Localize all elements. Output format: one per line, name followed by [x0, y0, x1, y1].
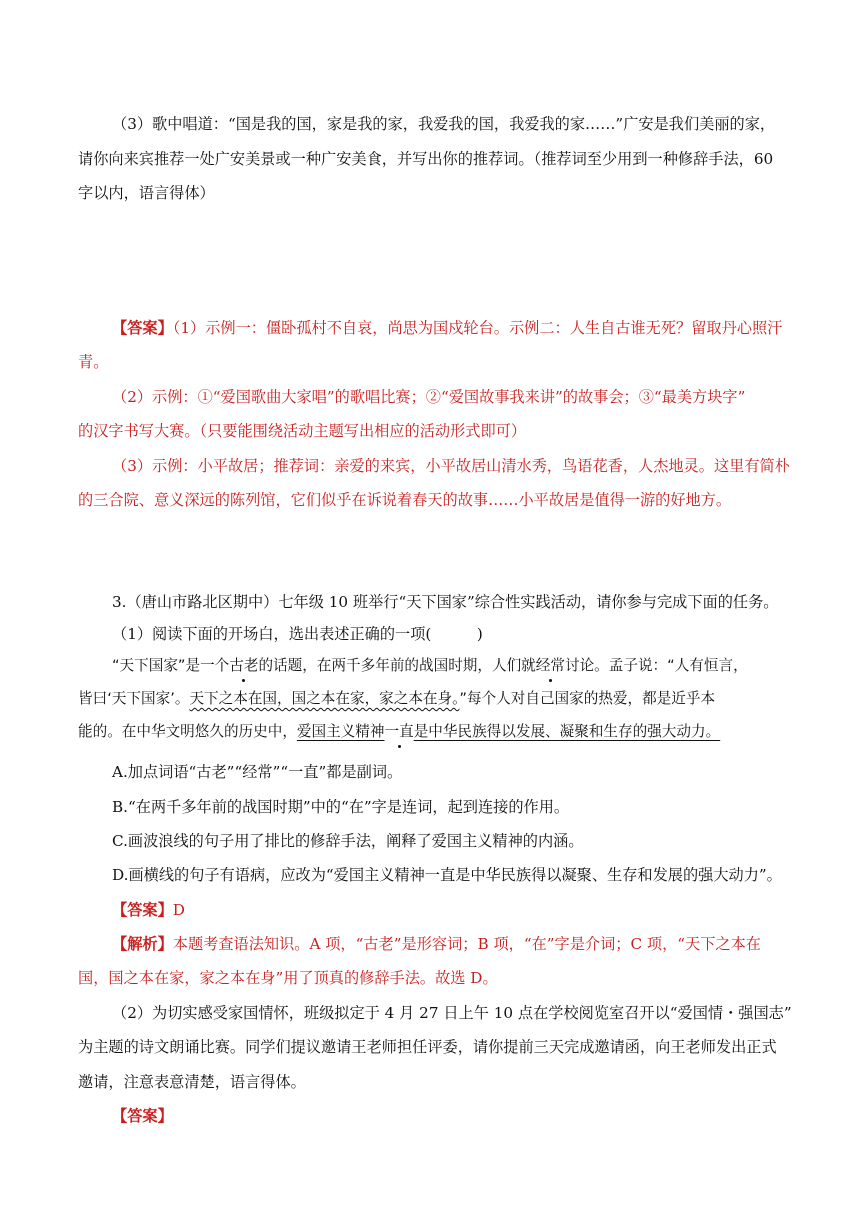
explanation-tag: 【解析】 — [112, 935, 173, 953]
q3-line-1: （3）歌中唱道：“国是我的国，家是我的家，我爱我的国，我爱我的家……”广安是我们美丽的家， — [112, 115, 776, 133]
dotted-word-jingchang: 经常 — [535, 657, 565, 674]
q3-line-3: 字以内，语言得体） — [78, 184, 215, 202]
option-b: B.“在两千多年前的战国时期”中的“在”字是连词，起到连接的作用。 — [112, 798, 570, 816]
option-d: D.画横线的句子有语病，应改为“爱国主义精神一直是中华民族得以凝聚、生存和发展的强大动力”。 — [112, 866, 782, 884]
passage-line-3 — [78, 722, 720, 742]
explanation-text: 本题考查语法知识。A 项，“古老”是形容词；B 项，“在”字是介词；C 项，“天下之本在 — [172, 935, 761, 953]
answer-value: D — [172, 901, 185, 919]
answer-text-1: （1）示例一：僵卧孤村不自哀，尚思为国戍轮台。示例二：人生自古谁无死？留取丹心照汗 — [172, 319, 783, 337]
answer-d-line — [112, 900, 185, 920]
q3-line-2: 请你向来宾推荐一处广安美景或一种广安美食，并写出你的推荐词。（推荐词至少用到一种修辞手法，60 — [78, 150, 774, 168]
passage-text: ”每个人对自己国家的热爱，都是近乎本 — [459, 690, 716, 707]
question-3-title: 3.（唐山市路北区期中）七年级 10 班举行“天下国家”综合性实践活动，请你参与完成下面的任务。 — [112, 593, 779, 611]
passage-text: “天下国家”是一个 — [112, 657, 230, 674]
answer-line-5: （3）示例：小平故居；推荐词：亲爱的来宾，小平故居山清水秀，鸟语花香，人杰地灵。这里有简朴 — [112, 457, 790, 475]
dotted-word-yizhi: 一直 — [384, 723, 414, 740]
dotted-word-gulao: 古老 — [229, 657, 259, 674]
passage-line-1 — [112, 656, 748, 676]
explanation-line-2: 国，国之本在家，家之本在身”用了顶真的修辞手法。故选 D。 — [78, 969, 498, 987]
underlined-sentence — [297, 723, 720, 740]
question-3-sub-2-line-1: （2）为切实感受家国情怀，班级拟定于 4 月 27 日上午 10 点在学校阅览室召开以“爱国情・强国志” — [112, 1004, 792, 1022]
passage-text: 皆曰‘天下国家’。 — [78, 690, 190, 707]
answer-line-6: 的三合院、意义深远的陈列馆，它们似乎在诉说着春天的故事……小平故居是值得一游的好地方。 — [78, 491, 732, 509]
answer-2-tag: 【答案】 — [112, 1107, 173, 1125]
answer-line-1 — [112, 318, 782, 338]
question-3-sub-2-line-2: 为主题的诗文朗诵比赛。同学们提议邀请王老师担任评委，请你提前三天完成邀请函，向王老师发出正式 — [78, 1038, 777, 1056]
underlined-text: 是中华民族得以发展、凝聚和生存的强大动力。 — [413, 723, 721, 740]
option-c: C.画波浪线的句子用了排比的修辞手法，阐释了爱国主义精神的内涵。 — [112, 832, 584, 850]
answer-line-4: 的汉字书写大赛。（只要能围绕活动主题写出相应的活动形式即可） — [78, 422, 527, 440]
answer-tag: 【答案】 — [112, 319, 173, 337]
answer-line-2: 青。 — [78, 353, 109, 371]
answer-tag: 【答案】 — [112, 901, 173, 919]
passage-text: 能的。在中华文明悠久的历史中， — [78, 723, 297, 740]
passage-line-2 — [78, 689, 715, 709]
passage-text: 讨论。孟子说：“人有恒言， — [564, 657, 748, 674]
wavy-underlined-sentence: 天下之本在国，国之本在家，家之本在身。 — [189, 690, 460, 707]
option-a: A.加点词语“古老”“经常”“一直”都是副词。 — [112, 763, 403, 781]
explanation-line-1 — [112, 934, 761, 954]
question-3-sub-1: （1）阅读下面的开场白，选出表述正确的一项( ) — [112, 625, 483, 643]
question-3-sub-2-line-3: 邀请，注意表意清楚，语言得体。 — [78, 1073, 306, 1091]
underlined-text: 爱国主义精神 — [296, 723, 385, 740]
passage-text: 的话题，在两千多年前的战国时期，人们就 — [258, 657, 536, 674]
answer-line-3: （2）示例：①“爱国歌曲大家唱”的歌唱比赛；②“爱国故事我来讲”的故事会；③“最美方块字” — [112, 388, 746, 406]
